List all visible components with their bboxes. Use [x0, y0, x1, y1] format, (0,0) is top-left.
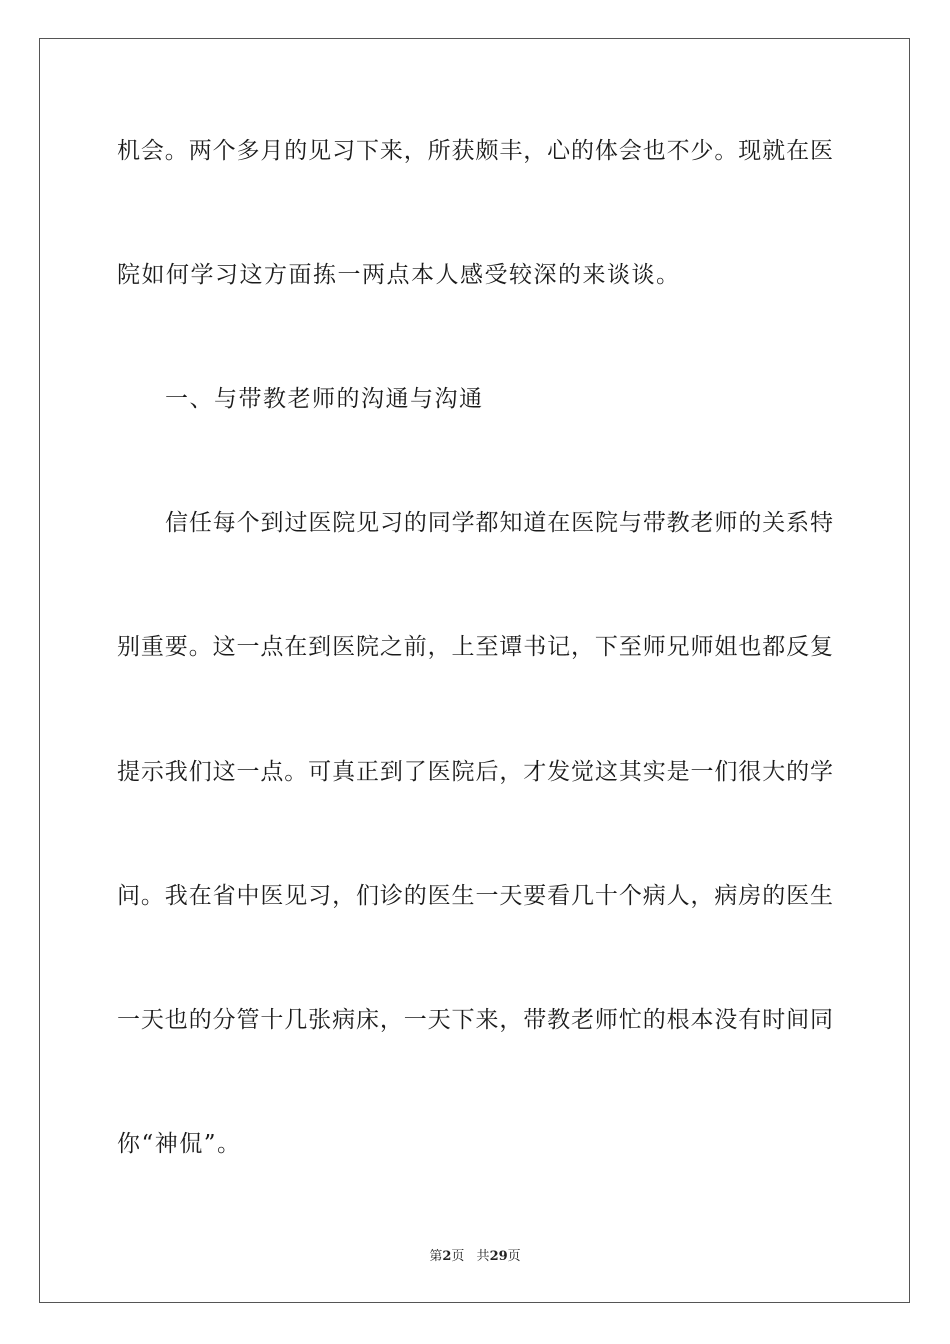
- total-suffix: 页: [507, 1249, 521, 1264]
- body-line-1: 机会。两个多月的见习下来，所获颇丰，心的体会也不少。现就在医: [117, 138, 833, 164]
- body-line-7: 问。我在省中医见习，们诊的医生一天要看几十个病人，病房的医生: [117, 883, 833, 909]
- body-line-5: 别重要。这一点在到医院之前，上至谭书记，下至师兄师姐也都反复: [117, 634, 833, 660]
- page-number: 2: [442, 1249, 452, 1264]
- page-prefix: 第: [429, 1249, 443, 1264]
- body-line-9: 你“神侃”。: [117, 1131, 242, 1157]
- total-indicator: [477, 1249, 521, 1264]
- body-line-4: 信任每个到过医院见习的同学都知道在医院与带教老师的关系特: [165, 510, 833, 536]
- page-indicator: [429, 1249, 464, 1264]
- total-pages: 29: [489, 1249, 508, 1264]
- page-footer: [0, 1248, 950, 1266]
- body-line-2: 院如何学习这方面拣一两点本人感受较深的来谈谈。: [117, 262, 681, 288]
- page-suffix: 页: [451, 1249, 465, 1264]
- total-prefix: 共: [476, 1249, 490, 1264]
- body-line-6: 提示我们这一点。可真正到了医院后，才发觉这其实是一们很大的学: [117, 759, 833, 785]
- body-line-8: 一天也的分管十几张病床，一天下来，带教老师忙的根本没有时间同: [117, 1007, 833, 1033]
- page-border: [39, 38, 910, 1303]
- section-heading: 一、与带教老师的沟通与沟通: [165, 386, 484, 412]
